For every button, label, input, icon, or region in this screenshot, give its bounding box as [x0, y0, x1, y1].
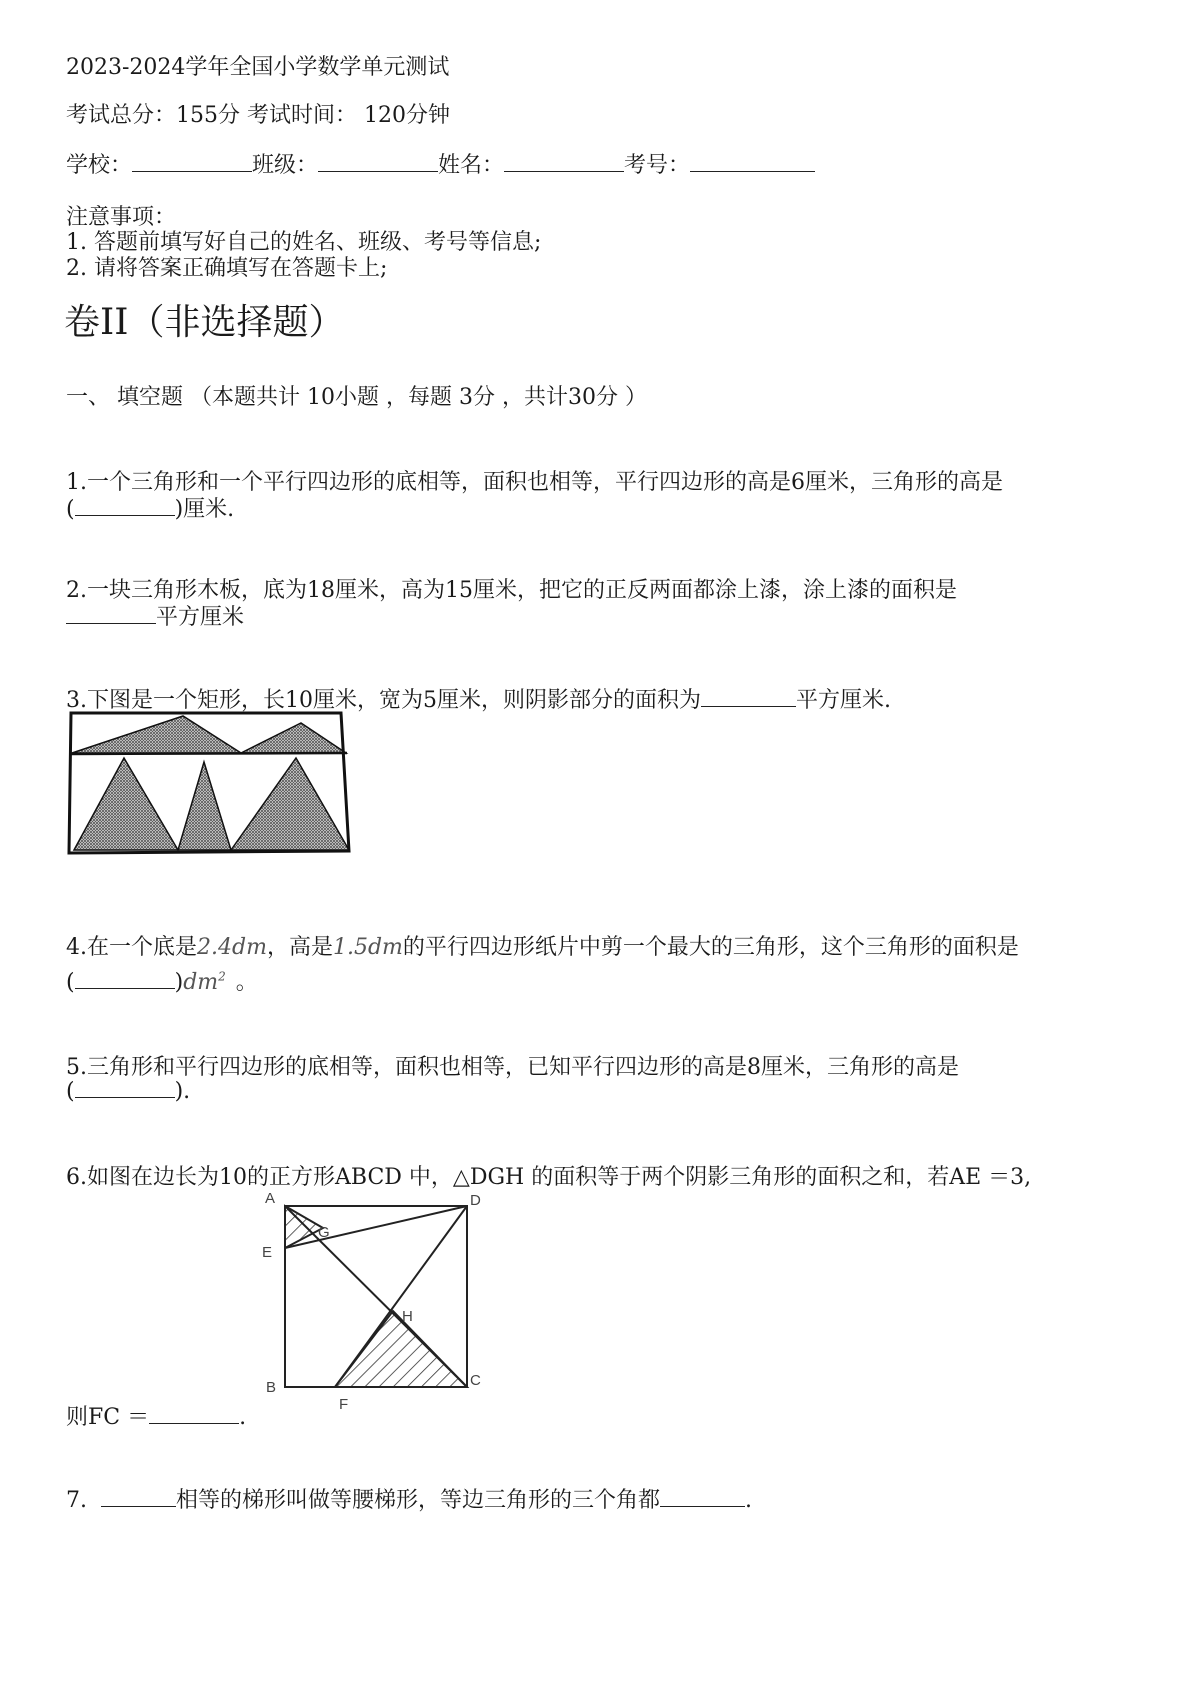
q3-shaded-triangle-top-right	[241, 723, 346, 753]
student-info-row	[66, 148, 815, 179]
q6-blank[interactable]	[149, 1403, 239, 1424]
q4-part-b: ，高是	[266, 935, 333, 960]
school-blank[interactable]	[132, 151, 252, 172]
q3-after: 平方厘米.	[795, 688, 891, 713]
q5-close: ).	[174, 1079, 191, 1104]
q6-label-f: F	[339, 1396, 349, 1413]
q4-open: (	[66, 970, 75, 995]
name-blank[interactable]	[504, 151, 624, 172]
q2-after: 平方厘米	[156, 605, 245, 630]
q7-text	[66, 1483, 752, 1514]
school-label: 学校：	[66, 153, 133, 178]
q7-num: 7.	[66, 1488, 87, 1513]
class-blank[interactable]	[318, 151, 438, 172]
q3-shaded-triangle-top-left	[72, 716, 241, 753]
name-label: 姓名：	[438, 153, 505, 178]
q3-blank[interactable]	[701, 686, 796, 707]
q6-label-h: H	[402, 1308, 413, 1325]
q4-part-a: 4.在一个底是	[66, 935, 197, 960]
q6-label-e: E	[262, 1244, 273, 1261]
q6-text: 6.如图在边长为10的正方形ABCD 中，△DGH 的面积等于两个阴影三角形的面积之和，若AE ＝3,	[66, 1165, 1032, 1190]
q6-label-a: A	[265, 1190, 276, 1207]
q6-square-figure	[255, 1185, 500, 1430]
q6-fc-label: 则FC ＝	[66, 1405, 150, 1430]
q7-blank-1[interactable]	[101, 1486, 176, 1507]
q1-blank[interactable]	[75, 495, 175, 516]
q1-open: (	[66, 497, 75, 522]
q4-text	[66, 930, 1019, 961]
q1-answer-line	[66, 492, 234, 523]
q4-value-height: 1.5dm	[332, 935, 403, 960]
q4-answer-line	[66, 965, 258, 996]
q7-mid: 相等的梯形叫做等腰梯形，等边三角形的三个角都	[176, 1488, 661, 1513]
class-label: 班级：	[252, 153, 319, 178]
q4-close: )	[174, 970, 184, 995]
q4-unit: $dm^2$	[183, 969, 226, 995]
q5-answer-line	[66, 1077, 190, 1104]
q3-shaded-triangle-bottom-3	[231, 758, 349, 850]
q3-shaded-triangle-bottom-2	[178, 762, 231, 850]
exam-info: 考试总分：155分 考试时间： 120分钟	[66, 103, 450, 128]
q4-blank[interactable]	[75, 968, 175, 989]
q4-value-base: 2.4dm	[197, 935, 267, 960]
notice-item-2: 2. 请将答案正确填写在答题卡上;	[66, 256, 388, 281]
q4-part-c: 的平行四边形纸片中剪一个最大的三角形，这个三角形的面积是	[402, 935, 1019, 960]
notice-title: 注意事项：	[66, 205, 177, 230]
q2-text: 2.一块三角形木板，底为18厘米，高为15厘米，把它的正反两面都涂上漆，涂上漆的面积是	[66, 578, 957, 603]
q5-open: (	[66, 1079, 75, 1104]
volume-title: 卷II（非选择题）	[64, 302, 345, 343]
q3-shaded-triangle-bottom-1	[74, 758, 178, 850]
q5-text: 5.三角形和平行四边形的底相等，面积也相等，已知平行四边形的高是8厘米，三角形的高是	[66, 1055, 959, 1080]
q6-label-g: G	[318, 1224, 330, 1241]
q1-text: 1.一个三角形和一个平行四边形的底相等，面积也相等，平行四边形的高是6厘米，三角形的高是	[66, 470, 1003, 495]
q5-blank[interactable]	[75, 1077, 175, 1098]
q3-before: 3.下图是一个矩形，长10厘米，宽为5厘米，则阴影部分的面积为	[66, 688, 701, 713]
q6-label-c: C	[470, 1372, 481, 1389]
q3-rectangle-figure	[66, 708, 356, 858]
q6-end: .	[239, 1405, 247, 1430]
notice-item-1: 1. 答题前填写好自己的姓名、班级、考号等信息;	[66, 230, 542, 255]
q7-blank-2[interactable]	[660, 1486, 745, 1507]
exam-title: 2023-2024学年全国小学数学单元测试	[66, 55, 450, 80]
q6-answer-line	[66, 1400, 246, 1431]
q6-label-d: D	[470, 1192, 481, 1209]
q4-end: 。	[235, 970, 258, 995]
q7-end: .	[745, 1488, 753, 1513]
q2-answer-line	[66, 600, 244, 631]
number-blank[interactable]	[690, 151, 815, 172]
q3-middle-line	[71, 753, 347, 754]
number-label: 考号：	[624, 153, 691, 178]
q2-blank[interactable]	[66, 603, 156, 624]
section1-title: 一、 填空题 （本题共计 10小题 ，每题 3分 ，共计30分 ）	[66, 385, 647, 410]
q6-label-b: B	[266, 1379, 277, 1396]
q1-close: )厘米.	[174, 497, 235, 522]
